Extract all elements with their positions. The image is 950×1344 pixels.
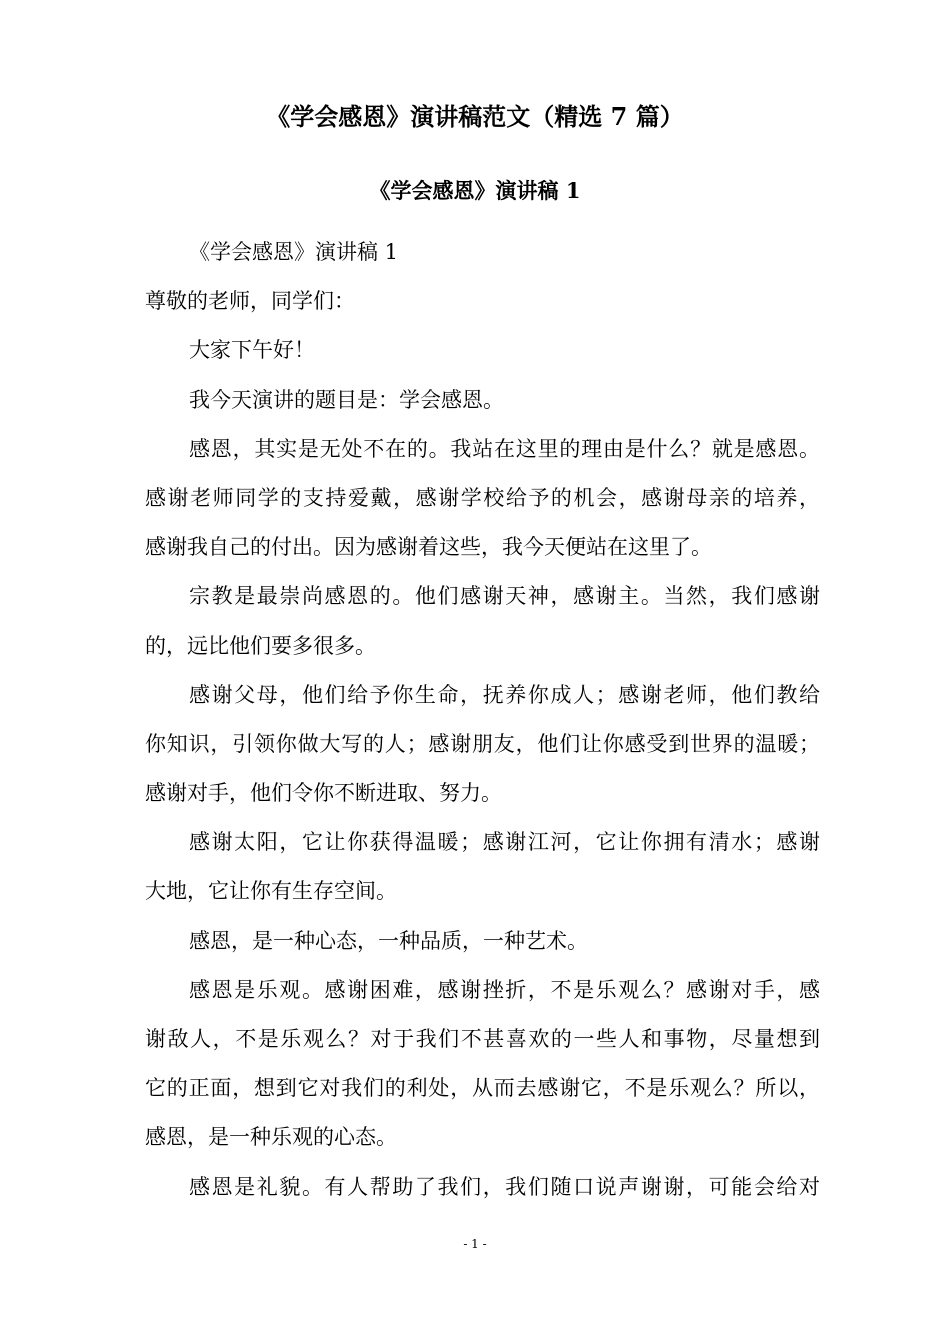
document-body <box>145 232 820 1216</box>
document-title: 《学会感恩》演讲稿范文（精选 7 篇） <box>266 102 684 131</box>
body-line: 感恩是乐观。感谢困难，感谢挫折，不是乐观么？感谢对手，感 <box>189 977 820 1002</box>
body-line: 感恩，是一种心态，一种品质，一种艺术。 <box>189 928 588 953</box>
body-line: 大地，它让你有生存空间。 <box>145 879 397 904</box>
body-line: 大家下午好！ <box>189 338 315 363</box>
page-number: - 1 - <box>463 1237 487 1251</box>
body-line: 感谢老师同学的支持爱戴，感谢学校给予的机会，感谢母亲的培养， <box>145 485 820 510</box>
body-line: 它的正面，想到它对我们的利处，从而去感谢它，不是乐观么？所以， <box>145 1076 820 1101</box>
body-line: 你知识，引领你做大写的人；感谢朋友，他们让你感受到世界的温暖； <box>145 731 820 756</box>
body-line: 感恩是礼貌。有人帮助了我们，我们随口说声谢谢，可能会给对 <box>189 1174 820 1199</box>
body-line: 感恩，其实是无处不在的。我站在这里的理由是什么？就是感恩。 <box>189 436 820 461</box>
section-title: 《学会感恩》演讲稿 1 <box>369 178 581 203</box>
body-line: 的，远比他们要多很多。 <box>145 633 376 658</box>
body-line: 感谢我自己的付出。因为感谢着这些，我今天便站在这里了。 <box>145 535 712 560</box>
body-line: 谢敌人，不是乐观么？对于我们不甚喜欢的一些人和事物，尽量想到 <box>145 1027 820 1051</box>
body-line: 感谢对手，他们令你不断进取、努力。 <box>145 781 502 806</box>
salutation-line: 尊敬的老师，同学们： <box>145 289 355 314</box>
body-line: 我今天演讲的题目是：学会感恩。 <box>189 387 504 412</box>
body-line: 感谢太阳，它让你获得温暖；感谢江河，它让你拥有清水；感谢 <box>189 830 820 855</box>
body-line: 《学会感恩》演讲稿 1 <box>189 240 399 264</box>
body-line: 感恩，是一种乐观的心态。 <box>145 1125 397 1150</box>
body-line: 宗教是最崇尚感恩的。他们感谢天神，感谢主。当然，我们感谢 <box>189 584 820 609</box>
body-line: 感谢父母，他们给予你生命，抚养你成人；感谢老师，他们教给 <box>189 682 820 707</box>
